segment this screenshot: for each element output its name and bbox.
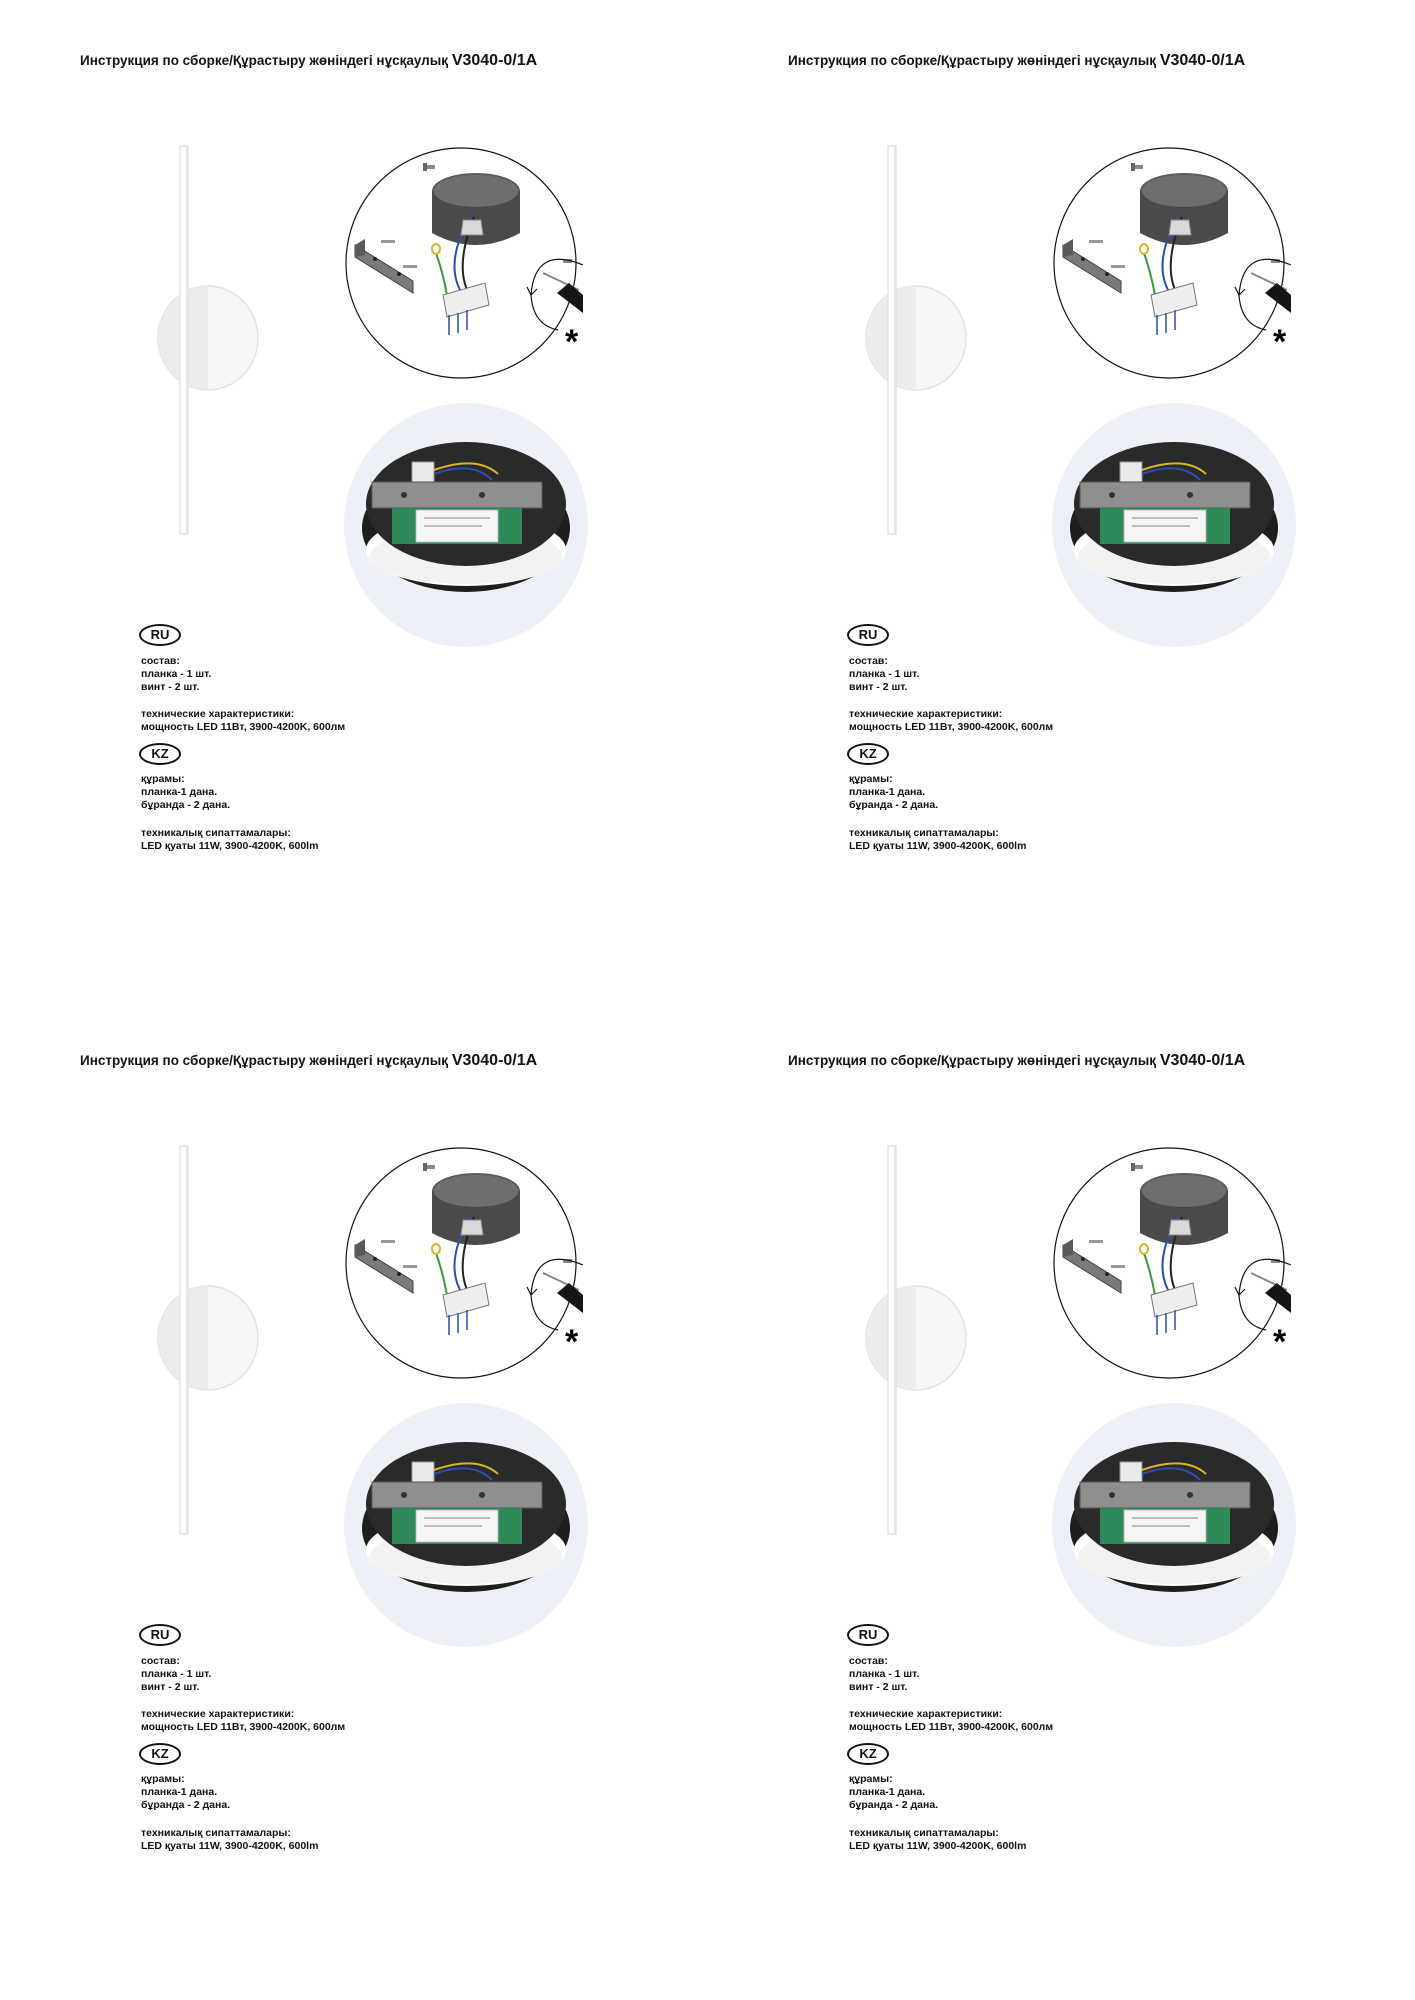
step-marker: * bbox=[565, 1323, 579, 1361]
kz-composition bbox=[849, 773, 938, 812]
ru-composition-heading: состав: bbox=[849, 655, 888, 667]
ru-specifications bbox=[141, 708, 345, 734]
kz-composition-item: бұранда - 2 дана. bbox=[849, 1799, 939, 1811]
instruction-panel bbox=[708, 0, 1398, 980]
mounting-diagram bbox=[343, 1145, 583, 1385]
ru-badge: RU bbox=[139, 624, 181, 646]
kz-specifications bbox=[849, 827, 1026, 853]
ru-composition-item: планка - 1 шт. bbox=[141, 668, 212, 680]
page-title bbox=[788, 1052, 1245, 1070]
model-number: V3040-0/1A bbox=[1159, 1052, 1246, 1069]
instruction-panel bbox=[0, 1000, 690, 1980]
driver-photo bbox=[1050, 1400, 1300, 1650]
ru-composition-item: планка - 1 шт. bbox=[849, 1668, 920, 1680]
mounting-diagram bbox=[343, 145, 583, 385]
ru-tech-heading: технические характеристики: bbox=[141, 1708, 295, 1720]
ru-composition-heading: состав: bbox=[141, 1655, 180, 1667]
driver-photo bbox=[1050, 400, 1300, 650]
kz-composition-heading: құрамы: bbox=[849, 773, 893, 785]
kz-tech-heading: техникалық сипаттамалары: bbox=[849, 1827, 999, 1839]
step-marker: * bbox=[1273, 323, 1287, 361]
kz-badge: KZ bbox=[139, 743, 181, 765]
kz-composition bbox=[141, 773, 230, 812]
kz-tech-value: LED қуаты 11W, 3900-4200K, 600lm bbox=[849, 840, 1027, 852]
ru-composition-item: планка - 1 шт. bbox=[141, 1668, 212, 1680]
kz-composition-item: бұранда - 2 дана. bbox=[141, 799, 231, 811]
ru-composition-heading: состав: bbox=[141, 655, 180, 667]
ru-tech-value: мощность LED 11Вт, 3900-4200K, 600лм bbox=[141, 721, 346, 733]
kz-specifications bbox=[141, 1827, 318, 1853]
kz-specifications bbox=[849, 1827, 1026, 1853]
kz-tech-value: LED қуаты 11W, 3900-4200K, 600lm bbox=[141, 1840, 319, 1852]
ru-composition-item: винт - 2 шт. bbox=[849, 681, 908, 693]
kz-composition-item: бұранда - 2 дана. bbox=[141, 1799, 231, 1811]
step-marker: * bbox=[1273, 1323, 1287, 1361]
ru-specifications bbox=[141, 1708, 345, 1734]
title-text: Инструкция по сборке/Құрастыру жөніндегі нұсқаулық bbox=[80, 53, 452, 68]
ru-specifications bbox=[849, 708, 1053, 734]
lamp-illustration bbox=[858, 140, 978, 540]
lamp-illustration bbox=[150, 140, 270, 540]
kz-tech-heading: техникалық сипаттамалары: bbox=[849, 827, 999, 839]
ru-badge: RU bbox=[847, 1624, 889, 1646]
title-text: Инструкция по сборке/Құрастыру жөніндегі нұсқаулық bbox=[788, 1053, 1160, 1068]
ru-composition-heading: состав: bbox=[849, 1655, 888, 1667]
page-title bbox=[80, 1052, 537, 1070]
kz-composition-heading: құрамы: bbox=[141, 1773, 185, 1785]
kz-composition-item: бұранда - 2 дана. bbox=[849, 799, 939, 811]
kz-composition-item: планка-1 дана. bbox=[849, 786, 926, 798]
ru-composition bbox=[849, 1655, 919, 1694]
model-number: V3040-0/1A bbox=[1159, 52, 1246, 69]
ru-tech-heading: технические характеристики: bbox=[141, 708, 295, 720]
driver-photo bbox=[342, 400, 592, 650]
ru-badge: RU bbox=[847, 624, 889, 646]
title-text: Инструкция по сборке/Құрастыру жөніндегі нұсқаулық bbox=[80, 1053, 452, 1068]
ru-tech-heading: технические характеристики: bbox=[849, 1708, 1003, 1720]
ru-composition bbox=[141, 655, 211, 694]
lamp-illustration bbox=[858, 1140, 978, 1540]
ru-tech-value: мощность LED 11Вт, 3900-4200K, 600лм bbox=[141, 1721, 346, 1733]
kz-composition-item: планка-1 дана. bbox=[141, 1786, 218, 1798]
title-text: Инструкция по сборке/Құрастыру жөніндегі нұсқаулық bbox=[788, 53, 1160, 68]
page-title bbox=[80, 52, 537, 70]
model-number: V3040-0/1A bbox=[451, 1052, 538, 1069]
driver-photo bbox=[342, 1400, 592, 1650]
kz-composition-item: планка-1 дана. bbox=[849, 1786, 926, 1798]
kz-badge: KZ bbox=[847, 1743, 889, 1765]
kz-specifications bbox=[141, 827, 318, 853]
kz-composition-heading: құрамы: bbox=[849, 1773, 893, 1785]
ru-composition bbox=[849, 655, 919, 694]
ru-specifications bbox=[849, 1708, 1053, 1734]
kz-composition-item: планка-1 дана. bbox=[141, 786, 218, 798]
kz-badge: KZ bbox=[847, 743, 889, 765]
step-marker: * bbox=[565, 323, 579, 361]
kz-tech-heading: техникалық сипаттамалары: bbox=[141, 827, 291, 839]
ru-tech-value: мощность LED 11Вт, 3900-4200K, 600лм bbox=[849, 721, 1054, 733]
ru-composition-item: планка - 1 шт. bbox=[849, 668, 920, 680]
kz-tech-heading: техникалық сипаттамалары: bbox=[141, 1827, 291, 1839]
kz-composition bbox=[141, 1773, 230, 1812]
ru-composition-item: винт - 2 шт. bbox=[141, 681, 200, 693]
kz-composition-heading: құрамы: bbox=[141, 773, 185, 785]
ru-tech-heading: технические характеристики: bbox=[849, 708, 1003, 720]
mounting-diagram bbox=[1051, 145, 1291, 385]
page-title bbox=[788, 52, 1245, 70]
ru-composition-item: винт - 2 шт. bbox=[141, 1681, 200, 1693]
kz-composition bbox=[849, 1773, 938, 1812]
ru-composition-item: винт - 2 шт. bbox=[849, 1681, 908, 1693]
instruction-panel bbox=[0, 0, 690, 980]
mounting-diagram bbox=[1051, 1145, 1291, 1385]
kz-tech-value: LED қуаты 11W, 3900-4200K, 600lm bbox=[849, 1840, 1027, 1852]
ru-tech-value: мощность LED 11Вт, 3900-4200K, 600лм bbox=[849, 1721, 1054, 1733]
kz-badge: KZ bbox=[139, 1743, 181, 1765]
lamp-illustration bbox=[150, 1140, 270, 1540]
ru-composition bbox=[141, 1655, 211, 1694]
ru-badge: RU bbox=[139, 1624, 181, 1646]
kz-tech-value: LED қуаты 11W, 3900-4200K, 600lm bbox=[141, 840, 319, 852]
instruction-panel bbox=[708, 1000, 1398, 1980]
model-number: V3040-0/1A bbox=[451, 52, 538, 69]
